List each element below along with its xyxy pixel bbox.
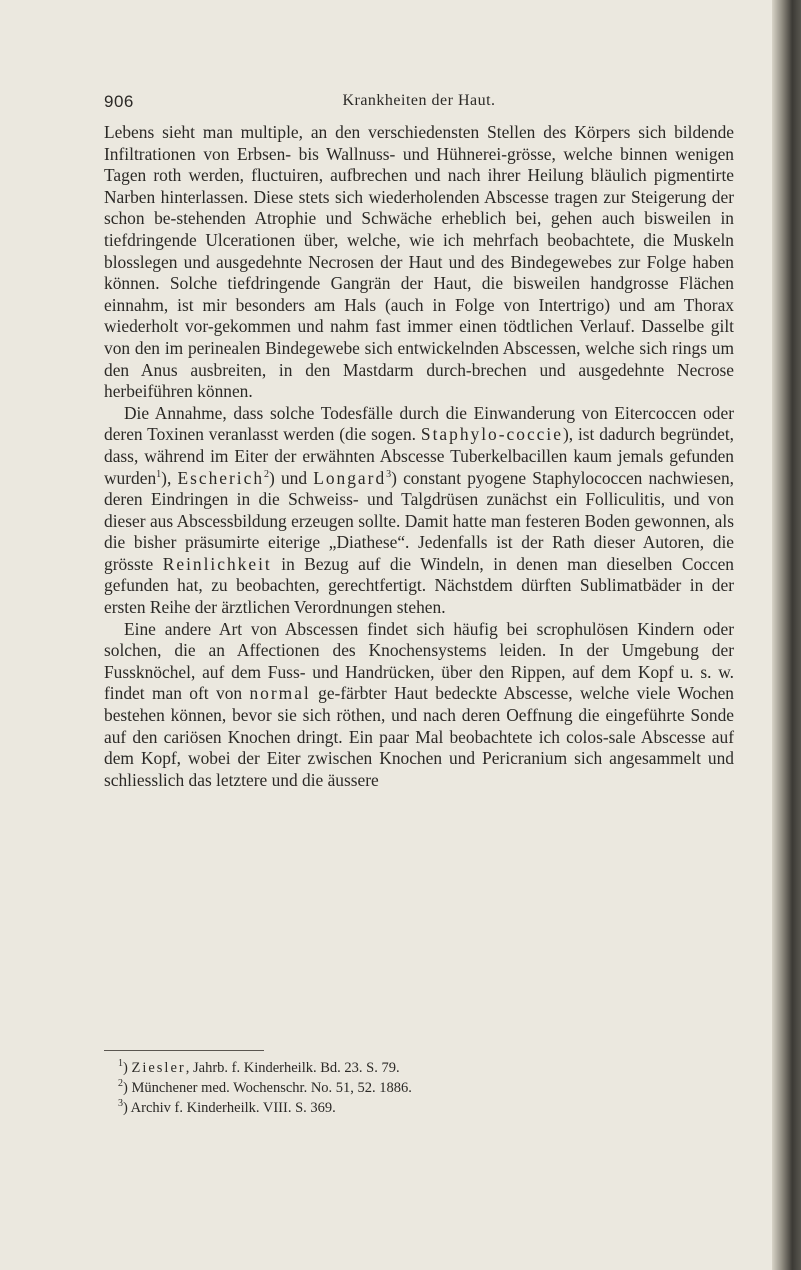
p2-text-f: in Bezug auf die Windeln, in denen man dieselben Coccen gefunden hat, zu beobachten, gerechtfertigt. Nächstdem dürften Sublimatbäder in der ersten Reihe der ärztlichen Verordnungen stehen. <box>104 553 734 618</box>
footnotes <box>104 1058 734 1118</box>
p2-text-d: ) und <box>269 467 314 488</box>
footnote-ref-3: 3 <box>386 468 392 480</box>
reinlichkeit-term: Reinlichkeit <box>162 553 272 574</box>
footnote-author: Ziesler <box>131 1060 186 1076</box>
paragraph-1: Lebens sieht man multiple, an den verschiedensten Stellen des Körpers sich bildende Infiltrationen von Erbsen- bis Wallnuss- und Hühnerei-grösse, welche binnen wenigen Tagen roth werden, fluctuiren, aufbrechen und nach ihrer Heilung bläulich pigmentirte Narben hinterlassen. Diese stets sich wiederholenden Abscesse tragen zur Steigerung der schon be-stehenden Atrophie und Schwäche erheblich bei, gehen auch bisweilen in tiefdringende Ulcerationen über, welche, wie ich mehrfach beobachtete, die Muskeln blosslegen und ausgedehnte Necrosen der Haut und des Bindegewebes zur Folge haben können. Solche tiefdringende Gangrän der Haut, die bisweilen handgrosse Flächen einnahm, ist mir besonders am Hals (auch in Folge von Intertrigo) und am Thorax wiederholt vor-gekommen und nahm fast immer einen tödtlichen Verlauf. Dasselbe gilt von den im perinealen Bindegewebe sich entwickelnden Abscessen, welche sich rings um den Anus ausbreiten, in den Mastdarm durch-brechen und ausgedehnte Necrose herbeiführen können. <box>104 122 734 402</box>
author-escherich: Escherich <box>177 467 265 488</box>
p3-text-b: ge-färbter Haut bedeckte Abscesse, welche viele Wochen bestehen können, bevor sie sich röthen, und nach deren Oeffnung die eingeführte Sonde auf den cariösen Knochen dringt. Ein paar Mal beobachtete ich colos-sale Abscesse auf dem Kopf, wobei der Eiter zwischen Knochen und Pericranium sich angesammelt und schliesslich das letztere und die äussere <box>104 683 734 790</box>
page-header <box>104 92 734 116</box>
footnote-divider <box>104 1050 264 1051</box>
body-text <box>104 122 734 791</box>
page-number: 906 <box>104 92 134 111</box>
book-edge-shadow <box>772 0 801 1270</box>
footnote-1: $^1$) Ziesler, Jahrb. f. Kinderheilk. Bd. 23. S. 79. <box>118 1058 400 1076</box>
footnote-text: Archiv f. Kinderheilk. VIII. S. 369. <box>130 1100 336 1116</box>
staphylococcie-term: Staphylo-coccie <box>420 424 563 445</box>
footnote-ref-1: 1 <box>156 468 162 480</box>
footnote-2: $^2$) Münchener med. Wochenschr. No. 51, 52. 1886. <box>118 1078 412 1096</box>
author-longard: Longard <box>313 467 387 488</box>
footnote-number: 2 <box>118 1078 123 1090</box>
footnote-text: Münchener med. Wochenschr. No. 51, 52. 1886. <box>131 1080 412 1096</box>
footnote-text: , Jahrb. f. Kinderheilk. Bd. 23. S. 79. <box>185 1060 400 1076</box>
paragraph-2 <box>104 403 734 619</box>
footnote-number: 1 <box>118 1058 123 1070</box>
footnote-number: 3 <box>118 1098 123 1110</box>
footnote-3: $^3$) Archiv f. Kinderheilk. VIII. S. 369. <box>118 1098 336 1116</box>
p3-text-a: Eine andere Art von Abscessen findet sich häufig bei scrophulösen Kindern oder solchen, die an Affectionen des Knochensystems leiden. In der Umgebung der Fussknöchel, auf dem Fuss- und Handrücken, über den Rippen, auf dem Kopf u. s. w. findet man oft von <box>104 618 734 704</box>
paragraph-3 <box>104 619 734 792</box>
p2-text-c: ), <box>161 467 178 488</box>
p2-text-e: ) constant pyogene Staphylococcen nachwiesen, deren Eindringen in die Schweiss- und Talgdrüsen zunächst ein Folliculitis, und von dieser aus Abscessbildung erzeugen sollte. Damit hatte man festeren Boden gewonnen, als die bisher präsumirte eiterige „Diathese“. Jedenfalls ist der Rath dieser Autoren, die grösste <box>104 467 734 574</box>
running-title: Krankheiten der Haut. <box>342 92 496 109</box>
normal-term: normal <box>249 683 311 704</box>
p2-text-b: ), ist dadurch begründet, dass, während im Eiter der erwähnten Abscesse Tuberkelbacillen kaum jemals gefunden wurden <box>104 424 734 488</box>
footnote-ref-2: 2 <box>264 468 270 480</box>
p2-text-a: Die Annahme, dass solche Todesfälle durch die Einwanderung von Eitercoccen oder deren Toxinen veranlasst werden (die sogen. <box>104 402 734 445</box>
